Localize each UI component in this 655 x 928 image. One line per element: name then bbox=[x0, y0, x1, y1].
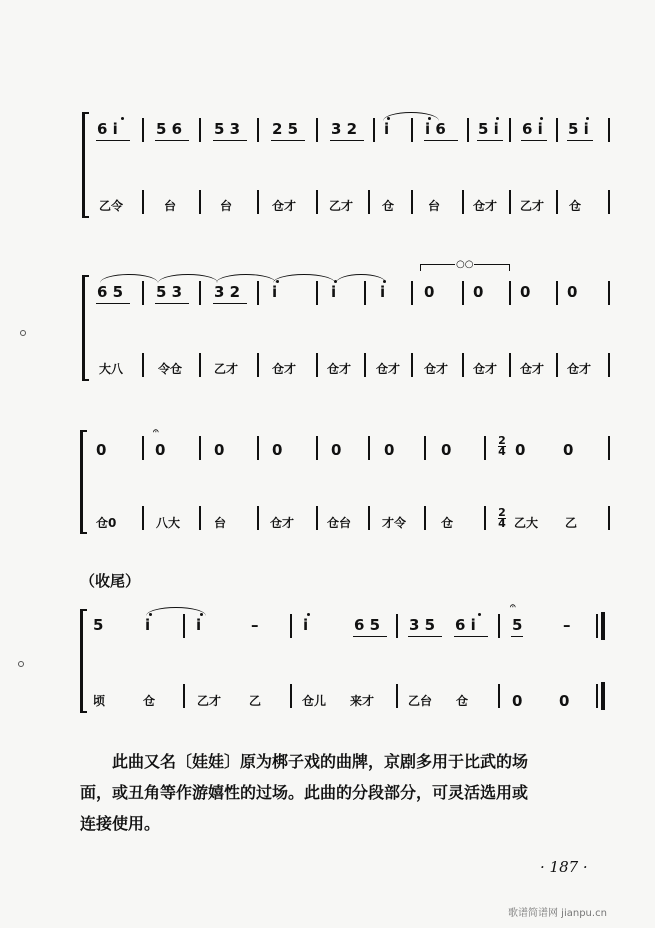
melody-note: 0 bbox=[520, 283, 531, 301]
percussion-syllable: 乙才 bbox=[329, 199, 354, 213]
melody-note: i bbox=[384, 120, 390, 138]
percussion-syllable: 仓 bbox=[569, 199, 582, 213]
percussion-syllable: 八大 bbox=[156, 516, 181, 530]
melody-note: 6 5 bbox=[354, 616, 381, 634]
percussion-syllable: 仓 bbox=[382, 199, 395, 213]
melody-note: 5 bbox=[93, 616, 104, 634]
melody-note: 3 2 bbox=[331, 120, 358, 138]
percussion-syllable: 乙 bbox=[565, 516, 578, 530]
text-line: 面，或丑角等作游嬉性的过场。此曲的分段部分，可灵活选用或 bbox=[80, 783, 529, 802]
melody-note: 6 i bbox=[97, 120, 118, 138]
melody-note: 5 3 bbox=[156, 283, 183, 301]
percussion-syllable: 台 bbox=[220, 199, 233, 213]
melody-note: 0 bbox=[424, 283, 435, 301]
percussion-syllable: 仓才 bbox=[520, 362, 545, 376]
percussion-syllable: 仓才 bbox=[424, 362, 449, 376]
melody-note: 0 bbox=[473, 283, 484, 301]
fermata-icon: 𝄐 bbox=[153, 426, 159, 437]
time-signature: 2 4 bbox=[498, 434, 506, 458]
percussion-syllable: 仓才 bbox=[376, 362, 401, 376]
fermata-icon: 𝄐 bbox=[510, 601, 516, 612]
percussion-syllable: 乙大 bbox=[514, 516, 539, 530]
melody-note: 5 i bbox=[568, 120, 589, 138]
percussion-syllable: 台 bbox=[164, 199, 177, 213]
watermark: 歌谱简谱网 jianpu.cn bbox=[508, 908, 607, 919]
melody-note: 6 i bbox=[455, 616, 476, 634]
percussion-syllable: 仓才 bbox=[327, 362, 352, 376]
melody-note: i bbox=[331, 283, 337, 301]
melody-note: i bbox=[380, 283, 386, 301]
percussion-syllable: 仓才 bbox=[272, 362, 297, 376]
melody-note: – bbox=[563, 616, 571, 634]
percussion-syllable: 乙 bbox=[249, 694, 262, 708]
percussion-syllable: 仓才 bbox=[473, 362, 498, 376]
melody-note: 5 6 bbox=[156, 120, 183, 138]
melody-note: 0 bbox=[96, 441, 107, 459]
melody-note: 3 2 bbox=[214, 283, 241, 301]
percussion-syllable: 乙才 bbox=[520, 199, 545, 213]
percussion-syllable: 0 bbox=[559, 692, 570, 710]
percussion-syllable: 仓0 bbox=[96, 516, 117, 530]
percussion-syllable: 仓才 bbox=[473, 199, 498, 213]
explanatory-text bbox=[80, 746, 620, 839]
percussion-syllable: 台 bbox=[214, 516, 227, 530]
melody-note: 0 bbox=[563, 441, 574, 459]
melody-note: i bbox=[196, 616, 202, 634]
system-bracket bbox=[82, 275, 89, 381]
melody-note: 5 bbox=[512, 616, 523, 634]
percussion-syllable: 来才 bbox=[350, 694, 375, 708]
melody-note: 2 5 bbox=[272, 120, 299, 138]
melody-note: 0 bbox=[331, 441, 342, 459]
percussion-syllable: 台 bbox=[428, 199, 441, 213]
melody-note: 0 bbox=[155, 441, 166, 459]
melody-note: i bbox=[272, 283, 278, 301]
percussion-syllable: 0 bbox=[512, 692, 523, 710]
melody-note: i bbox=[145, 616, 151, 634]
melody-note: 5 3 bbox=[214, 120, 241, 138]
melody-note: 6 i bbox=[522, 120, 543, 138]
percussion-syllable: 大八 bbox=[99, 362, 124, 376]
percussion-syllable: 才令 bbox=[382, 516, 407, 530]
melody-note: 0 bbox=[272, 441, 283, 459]
system-bracket bbox=[80, 609, 87, 713]
percussion-syllable: 乙台 bbox=[408, 694, 433, 708]
melody-note: 5 i bbox=[478, 120, 499, 138]
percussion-syllable: 顷 bbox=[93, 694, 106, 708]
time-signature: 2 4 bbox=[498, 506, 506, 530]
margin-speck bbox=[20, 330, 26, 336]
melody-note: 0 bbox=[384, 441, 395, 459]
percussion-syllable: 仓 bbox=[456, 694, 469, 708]
melody-note: 0 bbox=[441, 441, 452, 459]
percussion-syllable: 乙令 bbox=[99, 199, 124, 213]
melody-note: 0 bbox=[567, 283, 578, 301]
percussion-syllable: 乙才 bbox=[214, 362, 239, 376]
text-line: 连接使用。 bbox=[80, 814, 161, 833]
system-bracket bbox=[80, 430, 87, 534]
margin-speck bbox=[18, 661, 24, 667]
melody-note: 0 bbox=[515, 441, 526, 459]
percussion-syllable: 仓才 bbox=[567, 362, 592, 376]
section-label: （收尾） bbox=[80, 572, 141, 590]
system-bracket bbox=[82, 112, 89, 218]
text-line: 此曲又名〔娃娃〕原为梆子戏的曲牌，京剧多用于比武的场 bbox=[112, 752, 529, 771]
melody-note: 3 5 bbox=[409, 616, 436, 634]
percussion-syllable: 仓 bbox=[143, 694, 156, 708]
melody-note: i 6 bbox=[425, 120, 446, 138]
percussion-syllable: 令仓 bbox=[158, 362, 183, 376]
page-number: · 187 · bbox=[540, 858, 588, 876]
percussion-syllable: 仓 bbox=[441, 516, 454, 530]
melody-note: i bbox=[303, 616, 309, 634]
percussion-syllable: 仓才 bbox=[272, 199, 297, 213]
melody-note: 6 5 bbox=[97, 283, 124, 301]
percussion-syllable: 仓才 bbox=[270, 516, 295, 530]
percussion-syllable: 仓台 bbox=[327, 516, 352, 530]
percussion-syllable: 仓儿 bbox=[302, 694, 327, 708]
percussion-syllable: 乙才 bbox=[197, 694, 222, 708]
melody-note: – bbox=[251, 616, 259, 634]
ornament-marks: ○○ bbox=[456, 259, 474, 270]
melody-note: 0 bbox=[214, 441, 225, 459]
